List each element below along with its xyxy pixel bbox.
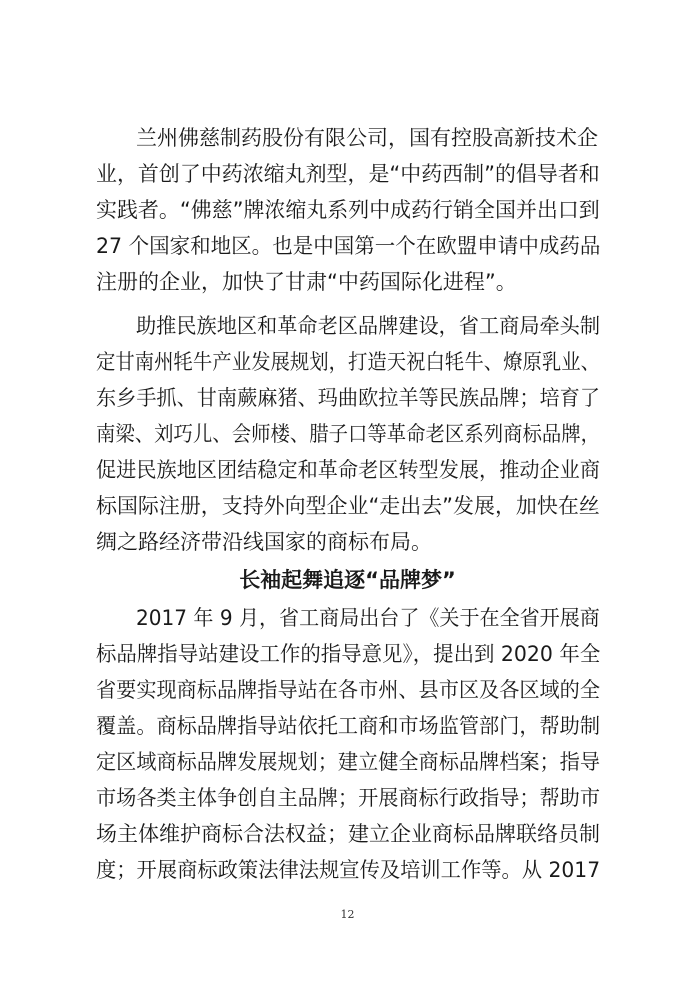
paragraph-2-line-4: 南梁、刘巧儿、会师楼、腊子口等革命老区系列商标品牌， <box>96 422 601 446</box>
paragraph-1-line-5: 注册的企业，加快了甘肃“中药国际化进程”。 <box>96 270 517 294</box>
section-paragraph-line-4: 覆盖。商标品牌指导站依托工商和市场监管部门，帮助制 <box>96 714 600 738</box>
paragraph-2-line-2: 定甘南州牦牛产业发展规划，打造天祝白牦牛、燎原乳业、 <box>96 350 601 374</box>
section-paragraph-line-5: 定区域商标品牌发展规划；建立健全商标品牌档案；指导 <box>96 750 600 774</box>
section-paragraph-line-8: 度；开展商标政策法律法规宣传及培训工作等。从 2017 <box>96 858 601 882</box>
paragraph-1-line-2: 业，首创了中药浓缩丸剂型，是“中药西制”的倡导者和 <box>96 162 600 186</box>
paragraph-1-line-1: 兰州佛慈制药股份有限公司，国有控股高新技术企 <box>136 126 598 150</box>
section-paragraph-line-7: 场主体维护商标合法权益；建立企业商标品牌联络员制 <box>96 822 600 846</box>
section-heading: 长袖起舞追逐“品牌梦” <box>239 568 456 592</box>
paragraph-1-line-4: 27 个国家和地区。也是中国第一个在欧盟申请中成药品 <box>96 234 601 258</box>
paragraph-2-line-1: 助推民族地区和革命老区品牌建设，省工商局牵头制 <box>136 314 601 338</box>
section-paragraph-line-3: 省要实现商标品牌指导站在各市州、县市区及各区域的全 <box>96 678 600 702</box>
section-paragraph-line-6: 市场各类主体争创自主品牌；开展商标行政指导；帮助市 <box>96 786 600 810</box>
section-paragraph-line-2: 标品牌指导站建设工作的指导意见》，提出到 2020 年全 <box>96 642 601 666</box>
section-paragraph-line-1: 2017 年 9 月，省工商局出台了《关于在全省开展商 <box>136 606 600 630</box>
paragraph-2-line-7: 绸之路经济带沿线国家的商标布局。 <box>96 530 432 554</box>
paragraph-1-line-3: 实践者。“佛慈”牌浓缩丸系列中成药行销全国并出口到 <box>96 198 600 222</box>
paragraph-2-line-3: 东乡手抓、甘南蕨麻猪、玛曲欧拉羊等民族品牌；培育了 <box>96 386 600 410</box>
paragraph-2-line-6: 标国际注册，支持外向型企业“走出去”发展，加快在丝 <box>96 494 600 518</box>
page-number: 12 <box>340 908 355 921</box>
paragraph-2-line-5: 促进民族地区团结稳定和革命老区转型发展，推动企业商 <box>96 458 600 482</box>
